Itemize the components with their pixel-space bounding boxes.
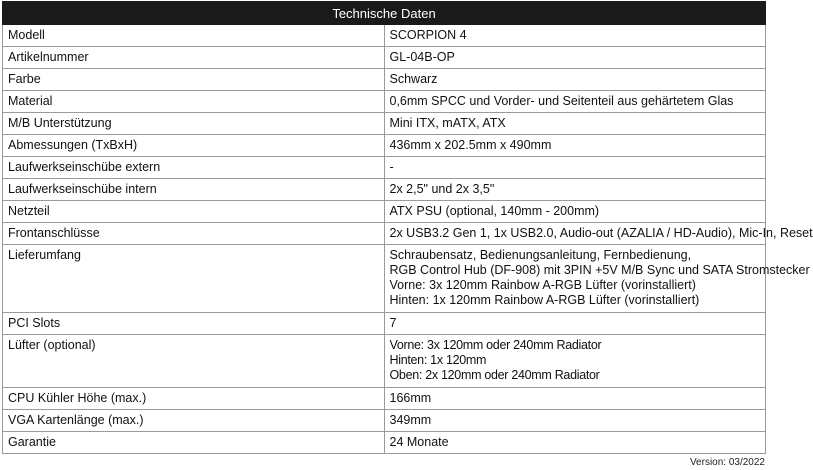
table-row xyxy=(3,179,766,201)
value-line: 2x USB3.2 Gen 1, 1x USB2.0, Audio-out (AZALIA / HD-Audio), Mic-In, Reset xyxy=(389,226,813,240)
spec-table xyxy=(2,1,813,454)
row-value xyxy=(384,201,766,223)
value-line: Vorne: 3x 120mm Rainbow A-RGB Lüfter (vorinstalliert) xyxy=(389,278,696,292)
version-label: Version: 03/2022 xyxy=(689,457,765,468)
row-value xyxy=(384,135,766,157)
table-row xyxy=(3,201,766,223)
value-line: Schwarz xyxy=(389,72,438,86)
value-line: 436mm x 202.5mm x 490mm xyxy=(389,138,552,152)
value-line: Hinten: 1x 120mm xyxy=(389,353,487,367)
value-line: 349mm xyxy=(389,413,432,427)
row-value xyxy=(384,113,766,135)
value-line: RGB Control Hub (DF-908) mit 3PIN +5V M/B Sync und SATA Stromstecker xyxy=(389,263,810,277)
row-value xyxy=(384,335,766,388)
row-value xyxy=(384,179,766,201)
row-label: PCI Slots xyxy=(3,313,385,335)
value-line: Schraubensatz, Bedienungsanleitung, Fernbedienung, xyxy=(389,248,692,262)
row-label: Laufwerkseinschübe intern xyxy=(3,179,385,201)
row-value xyxy=(384,25,766,47)
value-line: ATX PSU (optional, 140mm - 200mm) xyxy=(389,204,600,218)
row-label: Artikelnummer xyxy=(3,47,385,69)
value-line: 2x 2,5" und 2x 3,5" xyxy=(389,182,495,196)
value-line: Hinten: 1x 120mm Rainbow A-RGB Lüfter (vorinstalliert) xyxy=(389,293,700,307)
table-row xyxy=(3,25,766,47)
table-row xyxy=(3,69,766,91)
table-row xyxy=(3,157,766,179)
table-row xyxy=(3,135,766,157)
row-value xyxy=(384,91,766,113)
value-line: Vorne: 3x 120mm oder 240mm Radiator xyxy=(389,338,602,352)
value-line: - xyxy=(389,160,394,174)
table-row xyxy=(3,113,766,135)
row-value xyxy=(384,388,766,410)
table-row xyxy=(3,335,766,388)
row-label: Material xyxy=(3,91,385,113)
table-row xyxy=(3,91,766,113)
table-row xyxy=(3,432,766,454)
row-value xyxy=(384,47,766,69)
row-label: Farbe xyxy=(3,69,385,91)
value-line: 24 Monate xyxy=(389,435,449,449)
value-line: Oben: 2x 120mm oder 240mm Radiator xyxy=(389,368,600,382)
row-label: Netzteil xyxy=(3,201,385,223)
value-line: Mini ITX, mATX, ATX xyxy=(389,116,506,130)
row-value xyxy=(384,245,810,313)
row-label: VGA Kartenlänge (max.) xyxy=(3,410,385,432)
table-row xyxy=(3,410,766,432)
table-row xyxy=(3,245,766,313)
row-label: Abmessungen (TxBxH) xyxy=(3,135,385,157)
table-header-row xyxy=(3,2,766,25)
table-title: Technische Daten xyxy=(3,2,766,25)
row-value xyxy=(384,69,766,91)
row-value xyxy=(384,313,766,335)
value-line: 166mm xyxy=(389,391,432,405)
value-line: SCORPION 4 xyxy=(389,28,467,42)
row-label: Modell xyxy=(3,25,385,47)
row-value xyxy=(384,223,813,245)
table-row xyxy=(3,223,766,245)
row-value xyxy=(384,410,766,432)
table-row xyxy=(3,388,766,410)
row-label: Lüfter (optional) xyxy=(3,335,385,388)
value-line: GL-04B-OP xyxy=(389,50,455,64)
value-line: 0,6mm SPCC und Vorder- und Seitenteil aus gehärtetem Glas xyxy=(389,94,734,108)
row-label: Lieferumfang xyxy=(3,245,385,313)
table-row xyxy=(3,47,766,69)
row-label: Laufwerkseinschübe extern xyxy=(3,157,385,179)
table-row xyxy=(3,313,766,335)
row-label: Frontanschlüsse xyxy=(3,223,385,245)
row-value xyxy=(384,432,766,454)
row-label: M/B Unterstützung xyxy=(3,113,385,135)
row-label: CPU Kühler Höhe (max.) xyxy=(3,388,385,410)
row-value xyxy=(384,157,766,179)
row-label: Garantie xyxy=(3,432,385,454)
value-line: 7 xyxy=(389,316,397,330)
